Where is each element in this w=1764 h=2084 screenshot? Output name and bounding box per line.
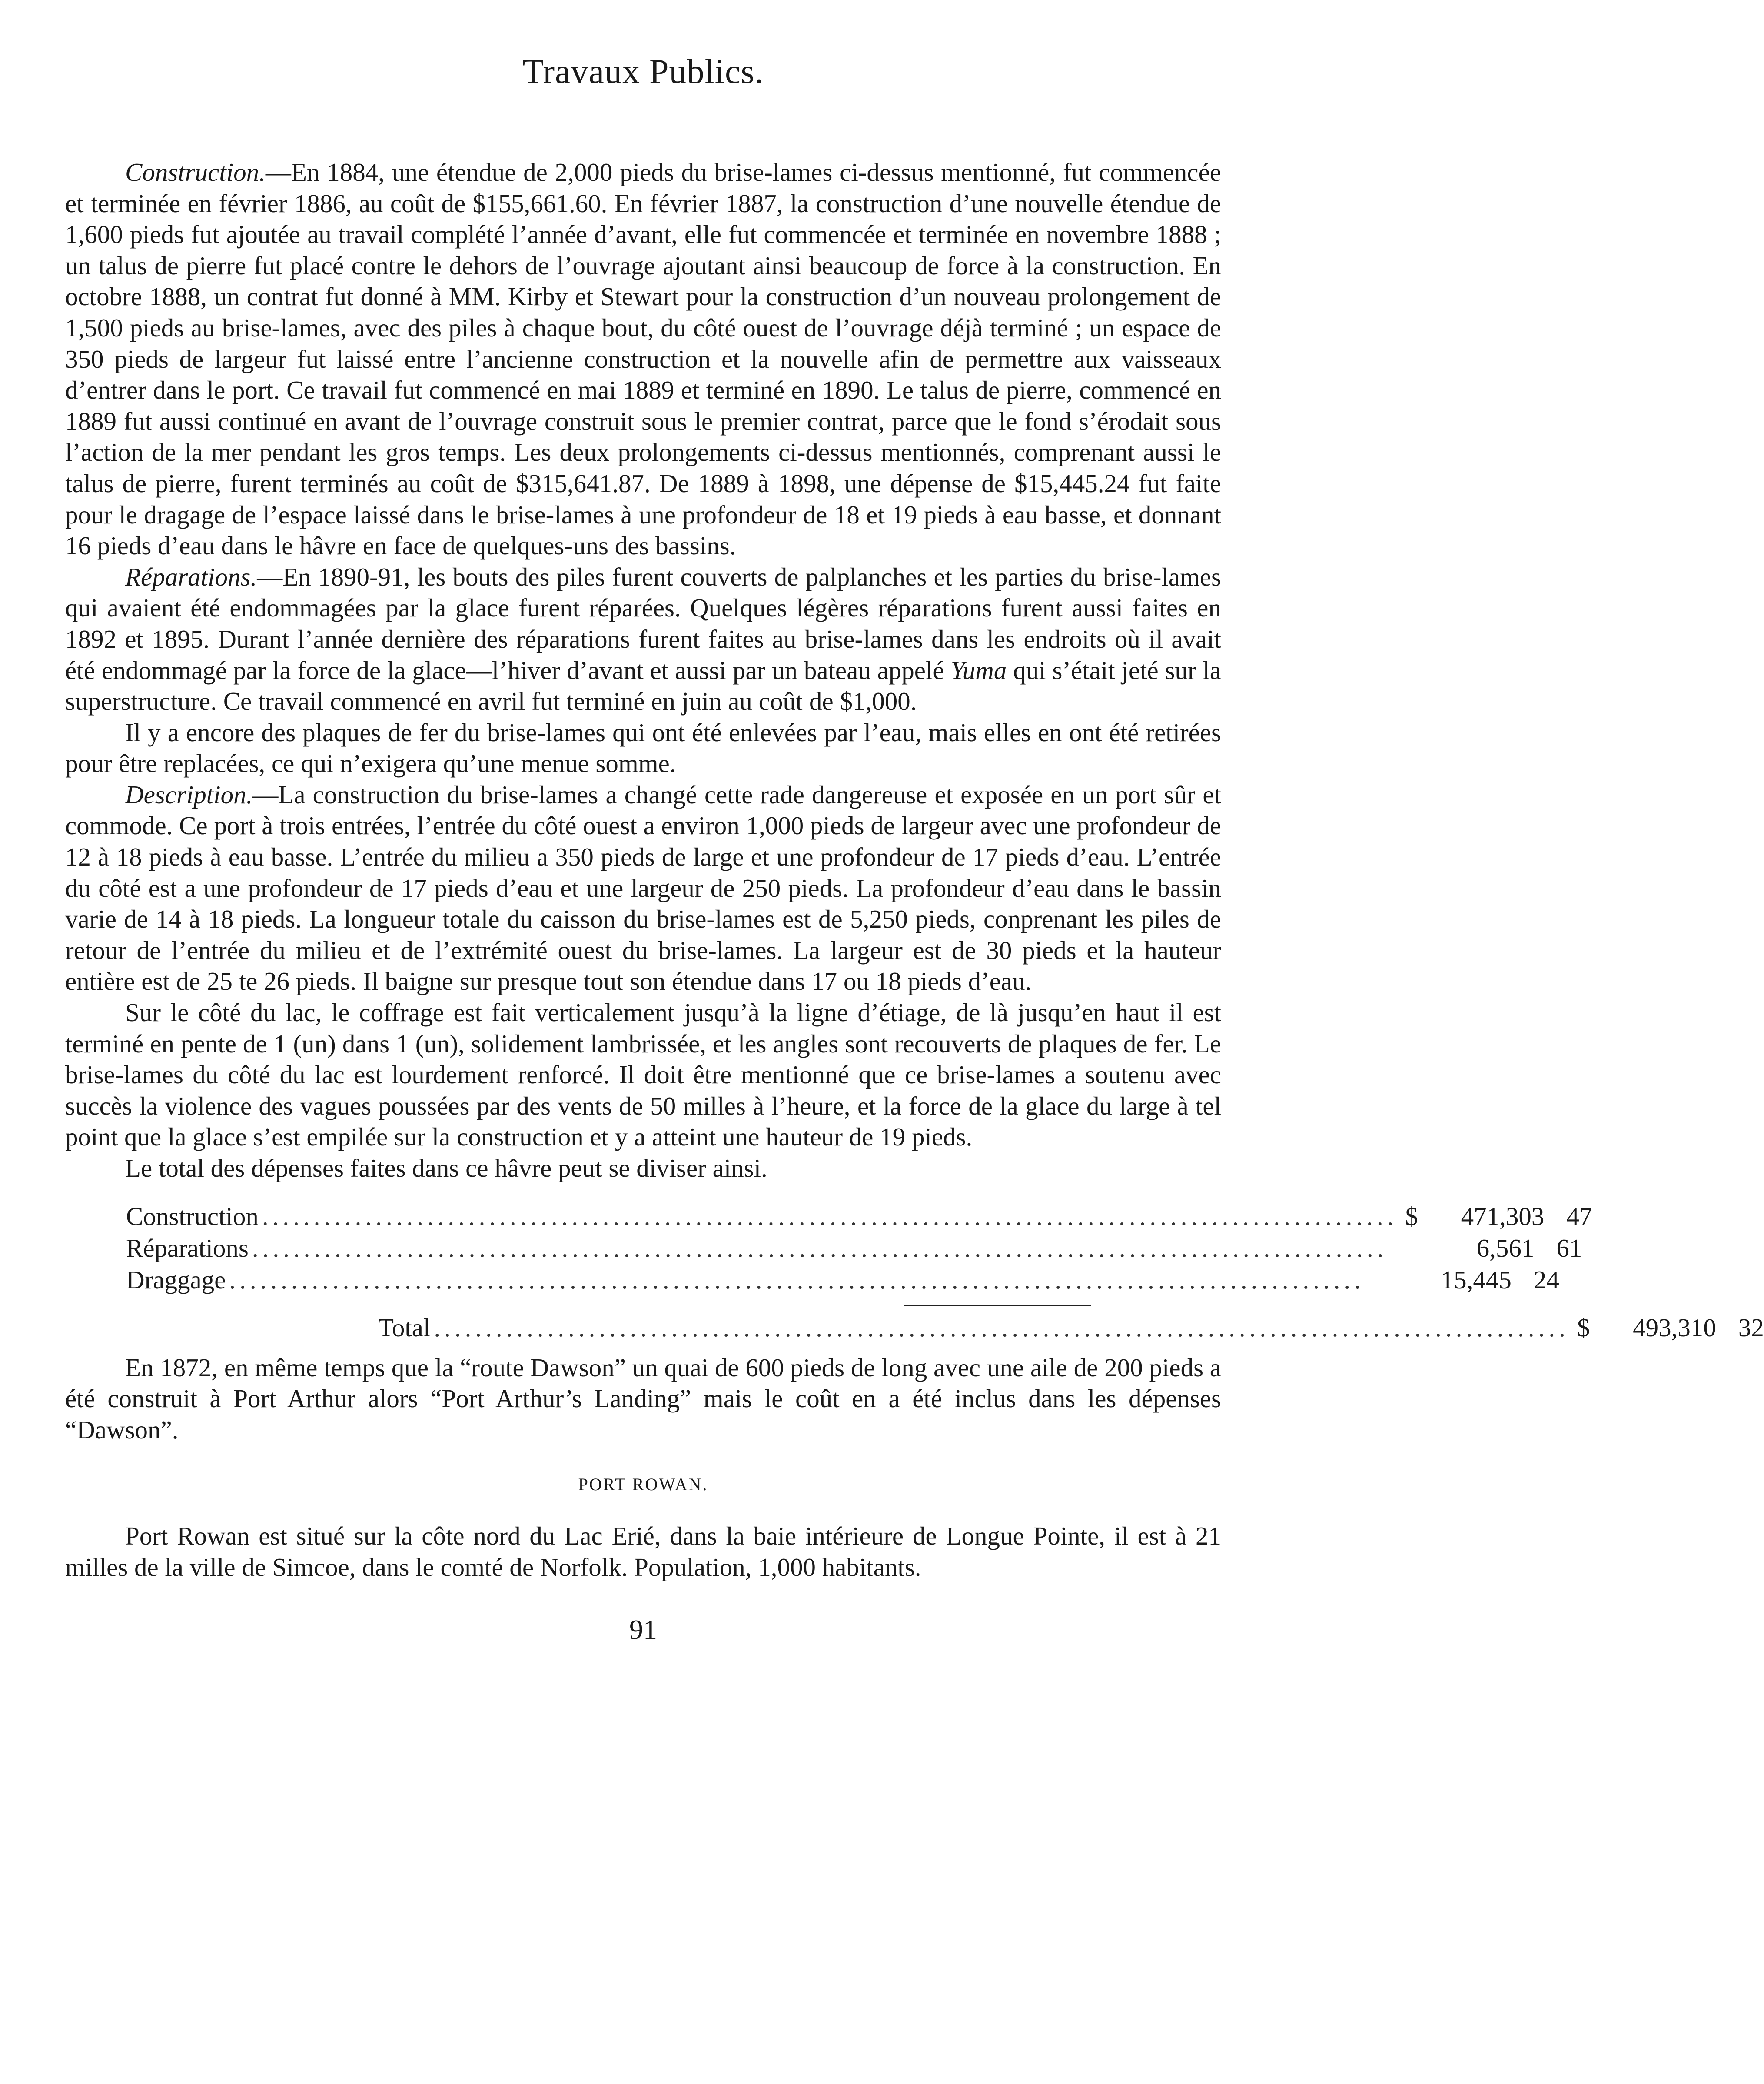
text-lake-side: Sur le côté du lac, le coffrage est fait verticalement jusqu’à la ligne d’étiage, de là jusqu’en haut il est terminé en pente de 1 (un) dans 1 (un), solidement lambrissée, et les angles sont recouverts de plaques de fer. Le brise-lames du côté du lac est lourdement renforcé. Il doit être mentionné que ce brise-lames a soutenu avec succès la violence des vagues poussées par des vents de 50 milles à l’heure, et la force de la glace du large à tel point que la glace s’est empilée sur la construction et y a atteint une hauteur de 19 pieds.: [65, 998, 1221, 1152]
total-rule: [904, 1305, 1091, 1306]
text-total-intro: Le total des dépenses faites dans ce hâvre peut se diviser ainsi.: [125, 1154, 767, 1182]
expenditure-table: [126, 1201, 1764, 1344]
leader-dots: ..............................................................................................................: [252, 1233, 1388, 1262]
row-label: Réparations: [126, 1233, 249, 1262]
paragraph-lake-side: [65, 997, 1221, 1153]
row-cents: 47: [1566, 1202, 1592, 1231]
section-heading: PORT ROWAN.: [578, 1475, 708, 1495]
lead-description: Description.: [125, 780, 253, 809]
page: [65, 52, 1764, 1646]
text-description: —La construction du brise-lames a changé cette rade dangereuse et exposée en un port sûr et commode. Ce port à trois entrées, l’entrée du côté ouest a environ 1,000 pieds de largeur avec une profondeur de 12 à 18 pieds à eau basse. L’entrée du milieu a 350 pieds de large et une profondeur de 17 pieds d’eau. L’entrée du côté est a une profondeur de 17 pieds d’eau et une largeur de 250 pieds. La profondeur d’eau dans le bassin varie de 14 à 18 pieds. La longueur totale du caisson du brise-lames est de 5,250 pieds, conprenant les piles de retour de l’entrée du milieu et de l’extrémité ouest du brise-lames. La largeur est de 30 pieds et la hauteur entière est de 25 te 26 pieds. Il baigne sur presque tout son étendue dans 17 ou 18 pieds d’eau.: [65, 780, 1221, 996]
row-amount: 15,445: [1441, 1265, 1512, 1294]
row-cents: 24: [1533, 1265, 1559, 1294]
paragraph-construction: [65, 157, 1221, 562]
total-cents: 32: [1738, 1313, 1764, 1342]
paragraph-iron-plates: [65, 717, 1221, 779]
ship-name: Yuma: [950, 656, 1007, 685]
running-head: Travaux Publics.: [522, 53, 764, 91]
row-cents: 61: [1556, 1233, 1582, 1262]
paragraph-total-intro: [65, 1153, 1221, 1184]
leader-dots: ..............................................................................................................: [229, 1265, 1365, 1294]
currency-sign: $: [1405, 1202, 1418, 1231]
text-construction: —En 1884, une étendue de 2,000 pieds du brise-lames ci-dessus mentionné, fut commencée et terminée en février 1886, au coût de $155,661.60. En février 1887, la construction d’une nouvelle étendue de 1,600 pieds fut ajoutée au travail complété l’année d’avant, elle fut commencée et terminée en novembre 1888 ; un talus de pierre fut placé contre le dehors de l’ouvrage ajoutant ainsi beaucoup de force à la construction. En octobre 1888, un contrat fut donné à MM. Kirby et Stewart pour la construction d’un nouveau prolongement de 1,500 pieds au brise-lames, avec des piles à chaque bout, du côté ouest de l’ouvrage déjà terminé ; un espace de 350 pieds de largeur fut laissé entre l’ancienne construction et la nouvelle afin de permettre aux vaisseaux d’entrer dans le port. Ce travail fut commencé en mai 1889 et terminé en 1890. Le talus de pierre, commencé en 1889 fut aussi continué en avant de l’ouvrage construit sous le premier contrat, parce que le fond s’érodait sous l’action de la mer pendant les gros temps. Les deux prolongements ci-dessus mentionnés, comprenant aussi le talus de pierre, furent terminés au coût de $315,641.87. De 1889 à 1898, une dépense de $15,445.24 fut faite pour le dragage de l’espace laissé dans le brise-lames à une profondeur de 18 et 19 pieds à eau basse, et donnant 16 pieds d’eau dans le hâvre en face de quelques-uns des bassins.: [65, 158, 1221, 560]
text-port-arthur: En 1872, en même temps que la “route Dawson” un quai de 600 pieds de long avec une aile de 200 pieds a été construit à Port Arthur alors “Port Arthur’s Landing” mais le coût en a été inclus dans les dépenses “Dawson”.: [65, 1353, 1221, 1444]
lead-reparations: Réparations.: [125, 562, 257, 591]
total-amount: 493,310: [1633, 1313, 1716, 1342]
row-label: Construction: [126, 1202, 259, 1231]
total-rule-row: [126, 1305, 1091, 1306]
leader-dots: ..............................................................................................................: [434, 1313, 1569, 1342]
row-amount: 471,303: [1461, 1202, 1545, 1231]
text-iron-plates: Il y a encore des plaques de fer du brise-lames qui ont été enlevées par l’eau, mais elles en ont été retirées pour être replacées, ce qui n’exigera qu’une menue somme.: [65, 718, 1221, 778]
paragraph-description: [65, 779, 1221, 997]
row-amount: 6,561: [1476, 1233, 1535, 1262]
text-port-rowan: Port Rowan est situé sur la côte nord du Lac Erié, dans la baie intérieure de Longue Pointe, il est à 21 milles de la ville de Simcoe, dans le comté de Norfolk. Population, 1,000 habitants.: [65, 1521, 1221, 1581]
lead-construction: Construction.: [125, 158, 266, 186]
page-number: 91: [629, 1614, 657, 1645]
row-label: Draggage: [126, 1265, 226, 1294]
text-reparations-tail: qui s’était jeté sur la superstructure. Ce travail commencé en avril fut terminé en juin au coût de $1,000.: [65, 656, 1221, 716]
paragraph-port-rowan: [65, 1521, 1221, 1583]
table-row: [126, 1264, 1559, 1296]
currency-sign: $: [1577, 1313, 1590, 1342]
total-row: [126, 1312, 1764, 1344]
table-row: [126, 1232, 1582, 1264]
total-label: Total: [378, 1313, 431, 1342]
table-row: [126, 1201, 1592, 1232]
paragraph-reparations: [65, 562, 1221, 717]
leader-dots: ..............................................................................................................: [262, 1202, 1398, 1231]
paragraph-port-arthur: [65, 1352, 1221, 1446]
text-reparations: —En 1890-91, les bouts des piles furent couverts de palplanches et les parties du brise-lames qui avaient été endommagées par la glace furent réparées. Quelques légères réparations furent aussi faites en 1892 et 1895. Durant l’année dernière des réparations furent faites au brise-lames dans les endroits où il avait été endommagé par la force de la glace—l’hiver d’avant et aussi par un bateau appelé: [65, 562, 1221, 685]
